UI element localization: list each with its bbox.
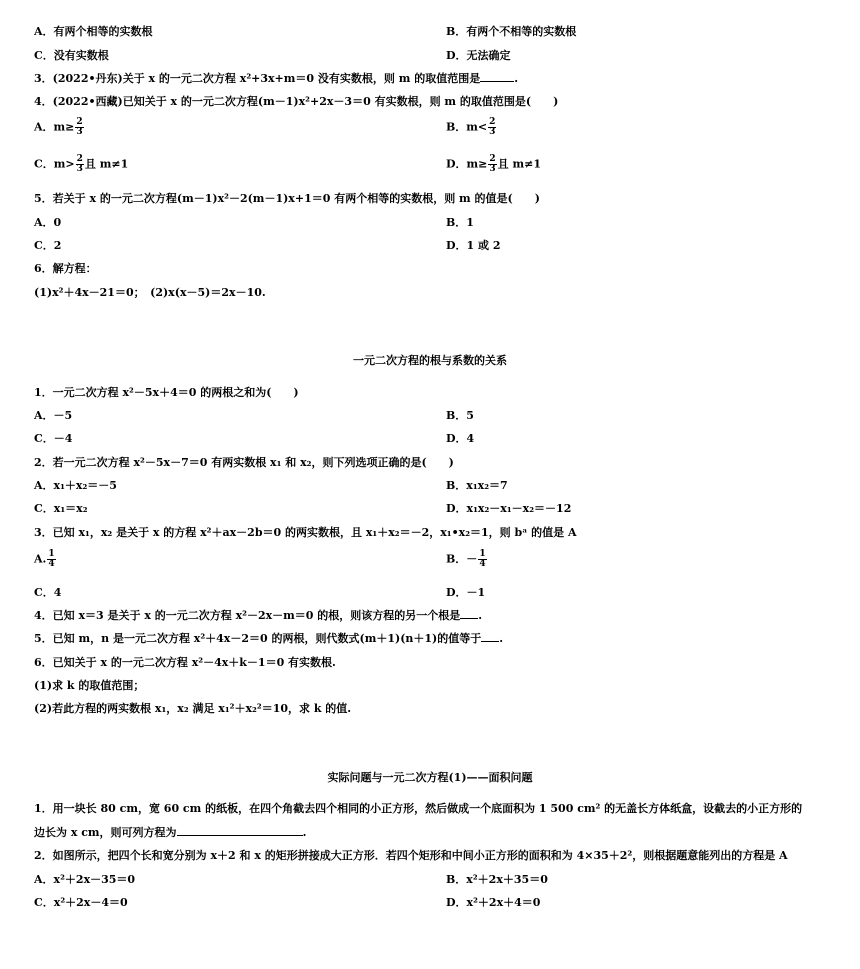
fraction [47, 550, 55, 569]
section-title: 实际问题与一元二次方程(1)——面积问题 [327, 771, 533, 784]
option-prefix: A．m≥ [34, 120, 75, 134]
option-b: B．有两个不相等的实数根 [446, 25, 577, 38]
numerator: 2 [76, 154, 83, 164]
option-c: C．－4 [34, 432, 73, 445]
option-c: C．x₁＝x₂ [34, 502, 88, 515]
numerator: 2 [489, 154, 496, 164]
answer-blank [177, 835, 303, 836]
option-c: C．4 [34, 586, 62, 599]
question-5: 5．若关于 x 的一元二次方程(m－1)x²－2(m－1)x+1＝0 有两个相等的实数根，则 m 的值是( ) [34, 192, 540, 205]
question-5 [34, 632, 503, 646]
numerator: 2 [489, 117, 496, 127]
option-c: C．2 [34, 239, 62, 252]
section-title: 一元二次方程的根与系数的关系 [353, 354, 507, 367]
option-c [34, 155, 128, 174]
fraction [488, 155, 496, 174]
denominator: 3 [76, 127, 83, 137]
option-suffix: 且 m≠1 [497, 157, 542, 171]
denominator: 3 [489, 127, 496, 137]
fraction [488, 118, 496, 137]
question-end: . [302, 826, 307, 839]
question-1: 1．用一块长 80 cm，宽 60 cm 的纸板，在四个角截去四个相同的小正方形，然后做成一个底面积为 1 500 cm² 的无盖长方体纸盒，设截去的小正方形的 [34, 802, 803, 815]
denominator: 4 [479, 559, 486, 569]
question-6-part-1: (1)求 k 的取值范围； [34, 679, 145, 692]
option-a [34, 118, 85, 137]
answer-blank [460, 618, 478, 619]
numerator: 2 [76, 117, 83, 127]
option-a [34, 550, 57, 569]
option-b: B．1 [446, 216, 474, 229]
question-4 [34, 609, 482, 623]
question-6-part-2: (2)若此方程的两实数根 x₁，x₂ 满足 x₁²＋x₂²＝10，求 k 的值. [34, 702, 352, 715]
question-text: 5．已知 m，n 是一元二次方程 x²＋4x－2＝0 的两根，则代数式(m＋1)(n＋1)的值等于 [34, 632, 482, 645]
option-prefix: D．m≥ [446, 157, 488, 171]
numerator: 1 [479, 549, 486, 559]
question-4: 4．(2022•西藏)已知关于 x 的一元二次方程(m－1)x²+2x－3＝0 有实数根，则 m 的取值范围是( ) [34, 95, 559, 108]
question-end: . [478, 609, 483, 622]
option-d: D．无法确定 [446, 49, 511, 62]
option-b [446, 118, 497, 137]
option-a: A．－5 [34, 409, 73, 422]
fraction [76, 155, 84, 174]
option-prefix: C．m> [34, 157, 75, 171]
question-text: 4．已知 x＝3 是关于 x 的一元二次方程 x²－2x－m＝0 的根，则该方程的另一个根是 [34, 609, 461, 622]
question-6: 6．解方程： [34, 262, 97, 275]
question-6: 6．已知关于 x 的一元二次方程 x²－4x＋k－1＝0 有实数根. [34, 656, 336, 669]
question-1: 1．一元二次方程 x²－5x＋4＝0 的两根之和为( ) [34, 386, 299, 399]
option-prefix: A. [34, 552, 47, 566]
question-3: 3．已知 x₁，x₂ 是关于 x 的方程 x²＋ax－2b＝0 的两实数根，且 x₁＋x₂＝－2，x₁•x₂＝1，则 bᵃ 的值是 A [34, 526, 577, 539]
fraction [478, 550, 486, 569]
option-d: D．－1 [446, 586, 486, 599]
question-end: . [514, 72, 519, 85]
option-d: D．x₁x₂－x₁－x₂＝－12 [446, 502, 572, 515]
answer-blank [480, 81, 514, 82]
option-d [446, 155, 541, 174]
option-d: D．x²＋2x＋4＝0 [446, 896, 541, 909]
option-d: D．4 [446, 432, 475, 445]
option-a: A．有两个相等的实数根 [34, 25, 153, 38]
option-b: B．x²＋2x＋35＝0 [446, 873, 548, 886]
option-b: B．x₁x₂＝7 [446, 479, 508, 492]
option-a: A．x₁＋x₂＝－5 [34, 479, 117, 492]
option-d: D．1 或 2 [446, 239, 501, 252]
question-6-parts: (1)x²＋4x－21＝0； (2)x(x－5)＝2x－10. [34, 286, 266, 299]
question-2: 2．如图所示，把四个长和宽分别为 x＋2 和 x 的矩形拼接成大正方形．若四个矩形和中间小正方形的面积和为 4×35＋2²，则根据题意能列出的方程是 A [34, 849, 788, 862]
question-1-continued [34, 826, 306, 840]
question-end: . [499, 632, 504, 645]
option-b: B．5 [446, 409, 474, 422]
question-text: 3．(2022•丹东)关于 x 的一元二次方程 x²+3x+m＝0 没有实数根，则 m 的取值范围是 [34, 72, 481, 85]
option-c: C．没有实数根 [34, 49, 109, 62]
question-2: 2．若一元二次方程 x²－5x－7＝0 有两实数根 x₁ 和 x₂，则下列选项正确的是( ) [34, 456, 454, 469]
option-c: C．x²＋2x－4＝0 [34, 896, 128, 909]
question-text: 边长为 x cm，则可列方程为 [34, 826, 177, 839]
question-3 [34, 72, 518, 86]
option-prefix: B．－ [446, 552, 478, 566]
fraction [75, 118, 83, 137]
option-b [446, 550, 488, 569]
answer-blank [481, 641, 499, 642]
option-suffix: 且 m≠1 [84, 157, 129, 171]
option-prefix: B．m< [446, 120, 488, 134]
denominator: 4 [48, 559, 55, 569]
option-a: A．0 [34, 216, 62, 229]
numerator: 1 [48, 549, 55, 559]
option-a: A．x²＋2x－35＝0 [34, 873, 136, 886]
denominator: 3 [76, 164, 83, 174]
denominator: 3 [489, 164, 496, 174]
